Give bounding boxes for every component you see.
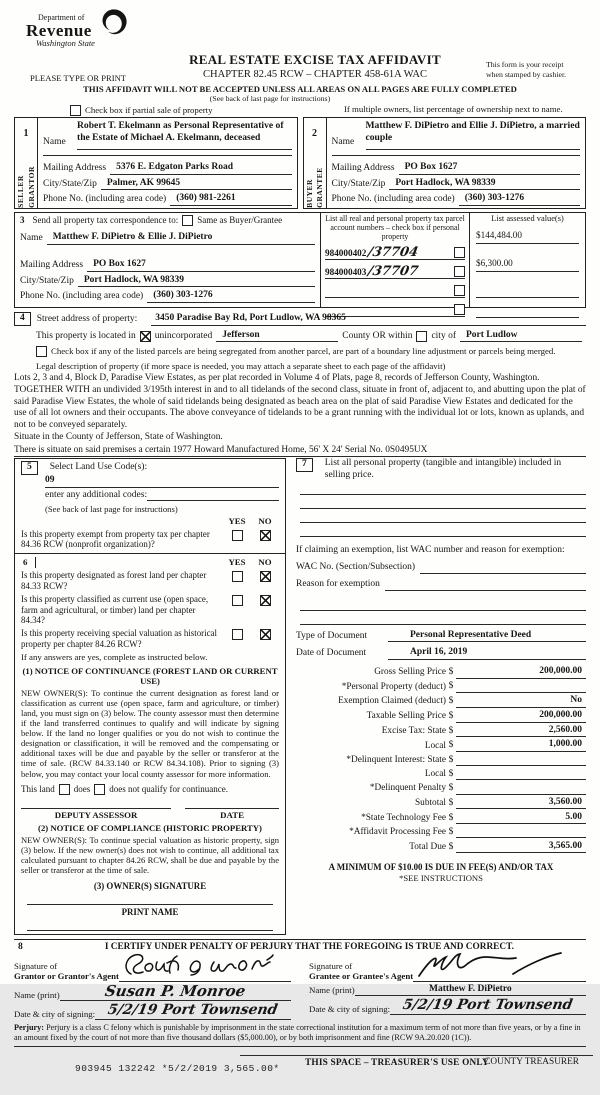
parcel-row[interactable]: 984000403 /37707 bbox=[325, 264, 465, 279]
unincorporated-label: unincorporated bbox=[154, 330, 213, 341]
personal-property-line[interactable] bbox=[300, 509, 586, 523]
buyer-name-label: Name bbox=[331, 137, 355, 148]
personal-property-tax-column bbox=[286, 458, 586, 935]
grantee-signature-field[interactable] bbox=[413, 981, 586, 982]
see-instructions-note: *SEE INSTRUCTIONS bbox=[399, 872, 483, 883]
land-use-section: 5 Select Land Use Code(s): 09 enter any additional codes: (See back of last page for instructions) YES NO Is this property exempt from property tax per chapter 84.36 RCW (nonprofit organization)? bbox=[14, 458, 286, 554]
see-back-instructions: (See back of last page for instructions) bbox=[45, 504, 178, 515]
assessed-value-field[interactable]: $144,484.00 bbox=[476, 230, 579, 244]
personal-property-line[interactable] bbox=[300, 495, 586, 509]
wac-number-field[interactable] bbox=[420, 562, 586, 574]
section-5-number: 5 bbox=[21, 461, 38, 475]
print-name-label: PRINT NAME bbox=[121, 907, 179, 918]
partial-sale-checkbox[interactable] bbox=[70, 105, 81, 116]
exemption-reason-field[interactable] bbox=[385, 579, 586, 591]
correspondence-intro: Send all property tax correspondence to: bbox=[32, 215, 179, 226]
legal-description-para2: TOGETHER WITH an undivided 3/195th interest in and to all tidelands of the second class, situate in front of, adjacent to, and abutting upon the plat of said Paradise View Estates, the whole of said tidelands being designated as beach area on the plat of said Paradise View Estates and dedicated for the use of all lot owners and their occupants. The above conveyance of tidelands to be a grant running with the individual lot or lots, known as uplands, and not to be conveyed separately. bbox=[14, 385, 586, 430]
section-8-number: 8 bbox=[18, 941, 23, 952]
segregated-checkbox[interactable] bbox=[36, 346, 47, 357]
minimum-fee-note: A MINIMUM OF $10.00 IS DUE IN FEE(S) AND/OR TAX bbox=[328, 862, 554, 873]
historic-no-checkbox[interactable] bbox=[260, 629, 271, 640]
treasurer-space-label: THIS SPACE – TREASURER'S USE ONLY bbox=[305, 1057, 489, 1068]
buyer-phone-field[interactable]: (360) 303-1276 bbox=[459, 193, 580, 206]
logo-dept-text: Department of bbox=[38, 13, 85, 22]
personal-property-deduct-field[interactable] bbox=[456, 681, 586, 693]
buyer-name-field[interactable]: Matthew F. DiPietro and Ellie J. DiPietro, a married couple bbox=[366, 120, 581, 150]
notice-continuance-title: (1) NOTICE OF CONTINUANCE (FOREST LAND OR CURRENT USE) bbox=[22, 665, 278, 687]
deputy-assessor-signature-line[interactable] bbox=[21, 807, 171, 809]
cashier-stamp: 903945 132242 *5/2/2019 3,565.00* bbox=[75, 1062, 280, 1074]
personal-property-checkbox[interactable] bbox=[454, 266, 465, 277]
personal-property-line[interactable] bbox=[300, 481, 586, 495]
tax-computation: Gross Selling Price $ 200,000.00 *Personal Property (deduct) $ Exemption Claimed (deduct) $ No Taxable Selling Price $ 200,000.00 Excise Tax: State $ 2,560.00 Local $ 1,000.00 *Delinquent Interest: State $ Local $ *Delinquent Penalty $ Subtotal $ 3,560.00 *State Technology Fee $ 5.00 *Affidavit Processing Fee $ Total Due $ 3,565.00 bbox=[296, 664, 586, 853]
assessed-value-field[interactable]: $6,300.00 bbox=[476, 258, 579, 272]
form-title: REAL ESTATE EXCISE TAX AFFIDAVIT bbox=[189, 52, 441, 67]
owners-signature-line[interactable] bbox=[27, 892, 273, 905]
property-address-section: 4 Street address of property: 3450 Paradise Bay Rd, Port Ludlow, WA 98365 This property is located in unincorporated Jefferson County OR within city of Port Ludlow Check box if any of the listed parcels are being segregated from another parcel, are part of a boundary line adjustment or parcels being merged. Legal description of property (if more space is needed, you may attach a separate sheet to each page of the affidavit) Lots 2, 3 and 4, Block D, Paradise View Estates, as per plat recorded in Volume 4 of Plats, page 8, records of Jefferson County, Washington. TOGETHER WITH an undivided 3/195th interest in and to all tidelands of the second class, situate in front of, adjacent to, and abutting upon the plat of said Paradise View Estates, the whole of said tidelands being designated as beach area on the plat of said Paradise View Estates and dedicated for the use of all lot owners and their occupants. The above conveyance of tidelands to be a grant running with the individual lot or lots, known as uplands, and not to be conveyed separately. Situate in the County of Jefferson, State of Washington. There is situate on said premises a certain 1977 Howard Manufactured Home, 56' X 24' Serial No. 0S0495UX bbox=[14, 312, 586, 457]
historic-question: Is this property receiving special valuation as historical property per chapter 84.26 RCW? bbox=[21, 628, 217, 650]
personal-property-checkbox[interactable] bbox=[454, 247, 465, 258]
segregated-label: Check box if any of the listed parcels are being segregated from another parcel, are part of a boundary line adjustment or parcels being merged. bbox=[51, 346, 556, 357]
total-due-field[interactable]: 3,565.00 bbox=[456, 841, 586, 854]
parcel-numbers-box bbox=[321, 212, 470, 308]
street-address-field[interactable]: 3450 Paradise Bay Rd, Port Ludlow, WA 98365 bbox=[151, 313, 586, 326]
dor-logo bbox=[26, 13, 129, 48]
logo-state-text: Washington State bbox=[36, 38, 95, 49]
section-3-number: 3 bbox=[20, 215, 25, 226]
forest-land-question: Is this property designated as forest land per chapter 84.33 RCW? bbox=[21, 569, 207, 591]
date-of-document-field[interactable]: April 16, 2019 bbox=[388, 647, 586, 660]
exemption-reason-line[interactable] bbox=[300, 611, 586, 625]
grantee-role-label: GRANTEE bbox=[315, 167, 324, 208]
buyer-mailing-field[interactable]: PO Box 1627 bbox=[399, 162, 580, 175]
city-field[interactable]: Port Ludlow bbox=[460, 330, 582, 343]
does-not-label: does not qualify for continuance. bbox=[109, 783, 228, 794]
exemption-reason-line[interactable] bbox=[300, 597, 586, 611]
buyer-section: 2 BUYER GRANTEE Name Matthew F. DiPietro and Ellie J. DiPietro, a married couple Mailing Address PO Box 1627 City/State/Zip Port Hadlock, WA 98339 Phone No. (including area code) (360) 303-1276 bbox=[303, 117, 587, 209]
same-as-buyer-checkbox[interactable] bbox=[182, 215, 193, 226]
exemption-claimed-field[interactable]: No bbox=[456, 695, 586, 708]
tax-correspondence-section: 3 Send all property tax correspondence to: Same as Buyer/Grantee Name Matthew F. DiPietro & Ellie J. DiPietro Mailing Address PO Box 1627 City/State/Zip Port Hadlock, WA 98339 Phone No. (including area code) (360) 303-1276 List all real and personal property tax parcel account numbers – check box if personal property 984000402 /37704 984000403 /37707 List assessed value(s) $144,484.00 $6,300.00 bbox=[14, 212, 586, 308]
additional-codes-label: enter any additional codes: bbox=[45, 489, 148, 500]
correspondence-csz-field[interactable]: Port Hadlock, WA 98339 bbox=[78, 275, 315, 288]
current-use-question: Is this property classified as current use (open space, farm and agricultural, or timber) land per chapter 84.34? bbox=[21, 593, 209, 626]
grantor-agent-label: Grantor or Grantor's Agent bbox=[14, 970, 119, 981]
section-6-number: 6 bbox=[21, 557, 36, 568]
deputy-assessor-label: DEPUTY ASSESSOR bbox=[54, 809, 138, 820]
perjury-notice: Perjury: Perjury is a class C felony which is punishable by imprisonment in the state correctional institution for a maximum term of not more than five years, or by a fine in an amount fixed by the court of not more than five thousand dollars ($5,000.00), or by both imprisonment and fine (RCW 9A.20.020 (1C)). bbox=[14, 1023, 586, 1047]
certify-statement: I CERTIFY UNDER PENALTY OF PERJURY THAT THE FOREGOING IS TRUE AND CORRECT. bbox=[104, 942, 514, 953]
section-2-number: 2 bbox=[312, 128, 317, 139]
state-technology-fee-field[interactable]: 5.00 bbox=[456, 812, 586, 825]
personal-property-label: List all personal property (tangible and intangible) included in selling price. bbox=[324, 458, 562, 480]
notice-continuance-body: NEW OWNER(S): To continue the current designation as forest land or classification as current use (open space, farm and agriculture, or timber) land, you must sign on (3) below. The county assessor must then determine if the land transferred continues to qualify and will indicate by signing below. If the land no longer qualifies or you do not wish to continue the designation or classification, it will be removed and the compensating or additional taxes will be due and payable by the seller or transferor at the time of sale. (RCW 84.33.140 or RCW 84.34.108). Prior to signing (3) below, you may contact your local county assessor for more information. bbox=[21, 687, 279, 779]
notice-compliance-title: (2) NOTICE OF COMPLIANCE (HISTORIC PROPERTY) bbox=[38, 823, 262, 834]
completion-notice: THIS AFFIDAVIT WILL NOT BE ACCEPTED UNLESS ALL AREAS ON ALL PAGES ARE FULLY COMPLETED bbox=[83, 84, 517, 94]
assessed-values-header: List assessed value(s) bbox=[491, 214, 564, 223]
form-header bbox=[0, 0, 600, 103]
type-of-document-field[interactable]: Personal Representative Deed bbox=[388, 630, 586, 643]
section-4-number: 4 bbox=[14, 312, 31, 326]
multiple-owners-note: If multiple owners, list percentage of ownership next to name. bbox=[344, 104, 563, 114]
seller-name-label: Name bbox=[43, 137, 66, 148]
correspondence-name-field[interactable]: Matthew F. DiPietro & Ellie J. DiPietro bbox=[47, 232, 315, 245]
logo-revenue-text: Revenue bbox=[26, 20, 92, 40]
parcel-handwritten: /37704 bbox=[367, 245, 420, 261]
exemption-intro: If claiming an exemption, list WAC number and reason for exemption: bbox=[296, 545, 565, 556]
taxable-selling-price-field[interactable]: 200,000.00 bbox=[456, 710, 586, 723]
grantee-print-name-field[interactable]: Matthew F. DiPietro bbox=[355, 984, 586, 997]
seller-section: 1 SELLER GRANTOR Name Robert T. Ekelmann as Personal Representative of the Estate of Michael A. Ekelmann, deceased Mailing Address 5376 E. Edgaton Parks Road City/State/Zip Palmer, AK 99645 Phone No. (including area code) (360) 981-2261 bbox=[14, 117, 298, 209]
legal-description-para1: Lots 2, 3 and 4, Block D, Paradise View Estates, as per plat recorded in Volume 4 of Plats, page 8, records of Jefferson County, Washington. bbox=[14, 372, 540, 383]
type-of-document-label: Type of Document bbox=[296, 630, 368, 641]
land-use-label: Select Land Use Code(s): bbox=[49, 462, 148, 473]
historic-yes-checkbox[interactable] bbox=[232, 629, 243, 640]
grantee-agent-label: Grantee or Grantee's Agent bbox=[309, 970, 414, 981]
forest-yes-checkbox[interactable] bbox=[232, 571, 243, 582]
excise-tax-state-field[interactable]: 2,560.00 bbox=[456, 725, 586, 738]
parcel-handwritten: /37707 bbox=[367, 264, 420, 280]
print-name-line[interactable] bbox=[27, 918, 273, 931]
street-address-label: Street address of property: bbox=[36, 314, 138, 324]
owners-signature-label: (3) OWNER(S) SIGNATURE bbox=[93, 881, 207, 892]
nonprofit-exempt-question: Is this property exempt from property tax per chapter 84.36 RCW (nonprofit organization)? bbox=[21, 528, 210, 550]
grantee-date-city-field[interactable]: 5/2/19 Port Townsend bbox=[390, 998, 586, 1015]
see-back-note: (See back of last page for instructions) bbox=[209, 94, 331, 103]
form-chapter: CHAPTER 82.45 RCW – CHAPTER 458-61A WAC bbox=[203, 68, 427, 80]
personal-property-checkbox[interactable] bbox=[454, 285, 465, 296]
dor-swirl-logo-icon bbox=[97, 17, 129, 44]
date-of-document-label: Date of Document bbox=[296, 648, 367, 659]
legal-description-label: Legal description of property (if more space is needed, you may attach a separate sheet to each page of the affidavit) bbox=[36, 361, 446, 372]
county-field[interactable]: Jefferson bbox=[216, 330, 338, 343]
exemption-reason-label: Reason for exemption bbox=[296, 579, 380, 590]
grantor-role-label: GRANTOR bbox=[26, 166, 36, 208]
deputy-date-label: DATE bbox=[220, 809, 244, 820]
correspondence-mailing-field[interactable]: PO Box 1627 bbox=[87, 259, 315, 272]
if-any-yes-note: If any answers are yes, complete as instructed below. bbox=[21, 651, 208, 662]
section-1-number: 1 bbox=[23, 128, 29, 139]
receipt-note: This form is your receipt when stamped by cashier. bbox=[486, 60, 567, 79]
grantor-date-city-field[interactable]: 5/2/19 Port Townsend bbox=[95, 1003, 291, 1020]
nonprofit-no-checkbox[interactable] bbox=[260, 530, 271, 541]
treasurer-divider bbox=[240, 1055, 593, 1056]
treasurer-footer bbox=[5, 1047, 595, 1095]
wac-number-label: WAC No. (Section/Subsection) bbox=[296, 562, 416, 573]
current-use-yes-checkbox[interactable] bbox=[232, 595, 243, 606]
seller-mailing-field[interactable]: 5376 E. Edgaton Parks Road bbox=[110, 162, 291, 175]
nonprofit-yes-checkbox[interactable] bbox=[232, 530, 243, 541]
certification-section: 8 I CERTIFY UNDER PENALTY OF PERJURY THAT THE FOREGOING IS TRUE AND CORRECT. Signature of Grantor or Grantor's Agent Name (print) Susan P. Monroe Date & city of signing: 5/2/19 Port Townsend Signature of Grantee or Grantee's Agent Name (print) Matthew F. DiPietro Date & city of signing: 5/2/19 Port Townsend Perjury: Perjury is a class C felony which is punishable by imprisonment in the state correctional institution for a maximum term of not more than five years, or by a fine in an amount fixed by the court of not more than five thousand dollars ($5,000.00), or by both imprisonment and fine (RCW 9A.20.020 (1C)). bbox=[14, 939, 586, 1047]
partial-sale-label: Check box if partial sale of property bbox=[85, 104, 213, 115]
seller-phone-field[interactable]: (360) 981-2261 bbox=[170, 193, 291, 206]
gross-selling-price-field[interactable]: 200,000.00 bbox=[456, 666, 586, 679]
grantee-signature bbox=[413, 950, 563, 985]
correspondence-phone-field[interactable]: (360) 303-1276 bbox=[147, 290, 315, 303]
parcel-row[interactable] bbox=[325, 283, 465, 298]
land-use-code-field[interactable]: 09 bbox=[45, 475, 279, 488]
section-7-number: 7 bbox=[296, 458, 313, 472]
seller-role-label: SELLER bbox=[16, 175, 26, 208]
notice-compliance-body: NEW OWNER(S): To continue special valuation as historic property, sign (3) below. If the new owner(s) does not wish to continue, all additional tax calculated pursuant to chapter 84.26 RCW, shall be due and payable by the seller or transferor at the time of sale. bbox=[21, 834, 279, 876]
land-does-checkbox[interactable] bbox=[59, 784, 70, 795]
seller-name-field[interactable]: Robert T. Ekelmann as Personal Representative of the Estate of Michael A. Ekelmann, deceased bbox=[77, 120, 292, 150]
current-use-no-checkbox[interactable] bbox=[260, 595, 271, 606]
assessed-values-box bbox=[470, 212, 586, 308]
excise-tax-local-field[interactable]: 1,000.00 bbox=[456, 739, 586, 752]
personal-property-line[interactable] bbox=[300, 523, 586, 537]
affidavit-processing-fee-field[interactable] bbox=[456, 826, 586, 838]
seller-csz-field[interactable]: Palmer, AK 99645 bbox=[101, 178, 292, 191]
please-type-note: PLEASE TYPE OR PRINT bbox=[30, 73, 127, 83]
buyer-csz-field[interactable]: Port Hadlock, WA 98339 bbox=[389, 178, 580, 191]
buyer-name-extra-line[interactable] bbox=[332, 150, 581, 156]
does-label: does bbox=[73, 783, 91, 794]
parcel-numbers-header: List all real and personal property tax parcel account numbers – check box if personal property bbox=[325, 214, 465, 242]
county-treasurer-label: COUNTY TREASURER bbox=[484, 1056, 579, 1067]
grantor-print-name-field[interactable]: Susan P. Monroe bbox=[60, 984, 291, 1002]
classification-section: 6 YES NO Is this property designated as forest land per chapter 84.33 RCW? Is this property classified as current use (open space, farm and agricultural, or timber) land per chapter 84.34? Is this property receiving special valuation as historical property per chapter 84.26 RCW? If any answers are yes, complete as instructed below. (1) NOTICE OF CONTINUANCE (FOREST LAND OR CURRENT USE) NEW OWNER(S): To continue the current designation as forest land or classification as current use (open space, farm and agriculture, or timber) land, you must sign on (3) below. The county assessor must then determine if the land transferred continues to qualify and will indicate by signing below. If the land no longer qualifies or you do not wish to continue the designation or classification, it will be removed and the compensating or additional taxes will be due and payable by the seller or transferor at the time of sale. (RCW 84.33.140 or RCW 84.34.108). Prior to signing (3) below, you may contact your local county assessor for more information. This land does does not qualify for continuance. DEPUTY ASSESSOR DATE (2) NOTICE OF COMPLIANCE (HISTORIC PROPERTY) NEW OWNER(S): To continue special valuation as historic property, sign (3) below. If the new owner(s) does not wish to continue, all additional tax calculated pursuant to chapter 84.26 RCW, shall be due and payable by the seller or transferor at the time of sale. (3) OWNER(S) SIGNATURE PRINT NAME bbox=[14, 554, 286, 935]
land-does-not-checkbox[interactable] bbox=[94, 784, 105, 795]
city-of-label: city of bbox=[431, 330, 456, 341]
subtotal-field[interactable]: 3,560.00 bbox=[456, 797, 586, 810]
same-as-buyer-label: Same as Buyer/Grantee bbox=[197, 215, 283, 226]
delinquent-interest-state-field[interactable] bbox=[456, 754, 586, 766]
legal-description-para3: Situate in the County of Jefferson, State of Washington. bbox=[14, 432, 223, 443]
delinquent-penalty-field[interactable] bbox=[456, 783, 586, 795]
assessed-value-field[interactable] bbox=[476, 284, 579, 298]
unincorporated-checkbox[interactable] bbox=[140, 331, 151, 342]
deputy-date-line[interactable] bbox=[185, 807, 279, 809]
delinquent-interest-local-field[interactable] bbox=[456, 768, 586, 780]
forest-no-checkbox[interactable] bbox=[260, 571, 271, 582]
legal-description-para4: There is situate on said premises a certain 1977 Howard Manufactured Home, 56' X 24' Serial No. 0S0495UX bbox=[14, 445, 586, 457]
buyer-role-label: BUYER bbox=[304, 179, 314, 208]
parcel-row[interactable]: 984000402 /37704 bbox=[325, 245, 465, 260]
grantor-signature bbox=[119, 950, 274, 985]
city-checkbox[interactable] bbox=[416, 331, 427, 342]
additional-codes-field[interactable] bbox=[147, 490, 279, 501]
seller-name-extra-line[interactable] bbox=[43, 150, 292, 156]
